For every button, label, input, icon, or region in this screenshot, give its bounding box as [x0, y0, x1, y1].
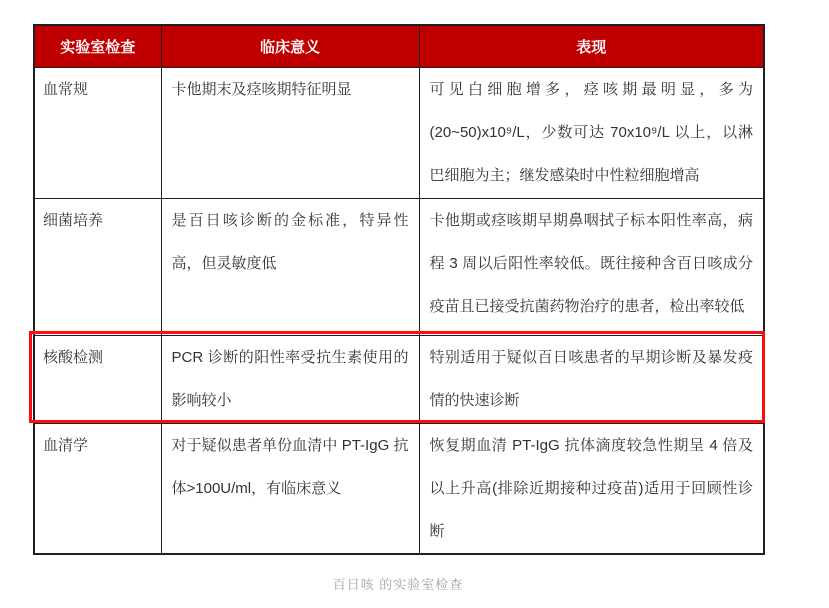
table-row-nucleic-acid-test — [34, 336, 764, 424]
cell-significance: 卡他期末及痉咳期特征明显 — [161, 68, 419, 199]
column-header-clinical-significance: 临床意义 — [161, 25, 419, 68]
cell-manifestation: 恢复期血清 PT-IgG 抗体滴度较急性期呈 4 倍及以上升高(排除近期接种过疫苗)适用于回顾性诊断 — [419, 424, 764, 555]
cell-manifestation: 特别适用于疑似百日咳患者的早期诊断及暴发疫情的快速诊断 — [419, 336, 764, 424]
cell-significance: 是百日咳诊断的金标准，特异性高，但灵敏度低 — [161, 199, 419, 336]
lab-test-table — [33, 24, 765, 555]
cell-test-name: 血清学 — [34, 424, 161, 555]
cell-significance: 对于疑似患者单份血清中 PT-IgG 抗体>100U/ml，有临床意义 — [161, 424, 419, 555]
table-caption: 百日咳 的实验室检查 — [332, 577, 464, 592]
table-row-bacterial-culture — [34, 199, 764, 336]
table-row-serology — [34, 424, 764, 555]
table-row-blood-routine — [34, 68, 764, 199]
cell-significance: PCR 诊断的阳性率受抗生素使用的影响较小 — [161, 336, 419, 424]
cell-test-name: 细菌培养 — [34, 199, 161, 336]
lab-test-table-container — [33, 24, 763, 555]
table-header-row — [34, 25, 764, 68]
cell-test-name: 核酸检测 — [34, 336, 161, 424]
cell-manifestation: 可见白细胞增多，痉咳期最明显，多为(20~50)x10⁹/L，少数可达 70x10⁹/L 以上，以淋巴细胞为主；继发感染时中性粒细胞增高 — [419, 68, 764, 199]
cell-test-name: 血常规 — [34, 68, 161, 199]
column-header-lab-test: 实验室检查 — [34, 25, 161, 68]
column-header-manifestation: 表现 — [419, 25, 764, 68]
cell-manifestation: 卡他期或痉咳期早期鼻咽拭子标本阳性率高，病程 3 周以后阳性率较低。既往接种含百日咳成分疫苗且已接受抗菌药物治疗的患者，检出率较低 — [419, 199, 764, 336]
